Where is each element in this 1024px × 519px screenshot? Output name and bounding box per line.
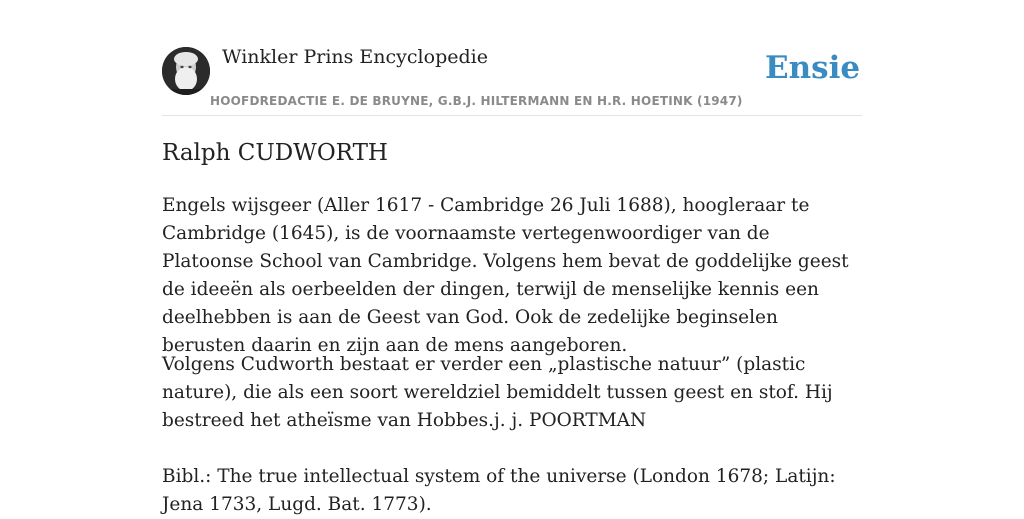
portrait-photo-icon	[162, 47, 210, 95]
article-paragraph-2: Volgens Cudworth bestaat er verder een „plastische natuur” (plastic nature), die als een soort wereldziel bemiddelt tussen geest en stof. Hij bestreed het atheïsme van Hobbes.j. j. POORTMAN	[162, 354, 833, 431]
publication-title[interactable]: Winkler Prins Encyclopedie	[222, 46, 488, 68]
article-title: Ralph CUDWORTH	[162, 140, 388, 166]
header-divider	[162, 115, 862, 116]
ensie-logo[interactable]: Ensie	[765, 50, 861, 86]
avatar[interactable]	[162, 47, 210, 95]
article-paragraph-1: Engels wijsgeer (Aller 1617 - Cambridge 26 Juli 1688), hoogleraar te Cambridge (1645), is de voornaamste vertegenwoordiger van de Platoonse School van Cambridge. Volgens hem bevat de goddelijke geest de ideeën als oerbeelden der dingen, terwijl de menselijke kennis een deelhebben is aan de Geest van God. Ook de zedelijke beginselen berusten daarin en zijn aan de mens aangeboren.	[162, 195, 849, 356]
editorial-subtitle: HOOFDREDACTIE E. DE BRUYNE, G.B.J. HILTERMANN EN H.R. HOETINK (1947)	[210, 94, 743, 108]
bibliography-paragraph: Bibl.: The true intellectual system of the universe (London 1678; Latijn: Jena 1733, Lugd. Bat. 1773).	[162, 466, 836, 515]
